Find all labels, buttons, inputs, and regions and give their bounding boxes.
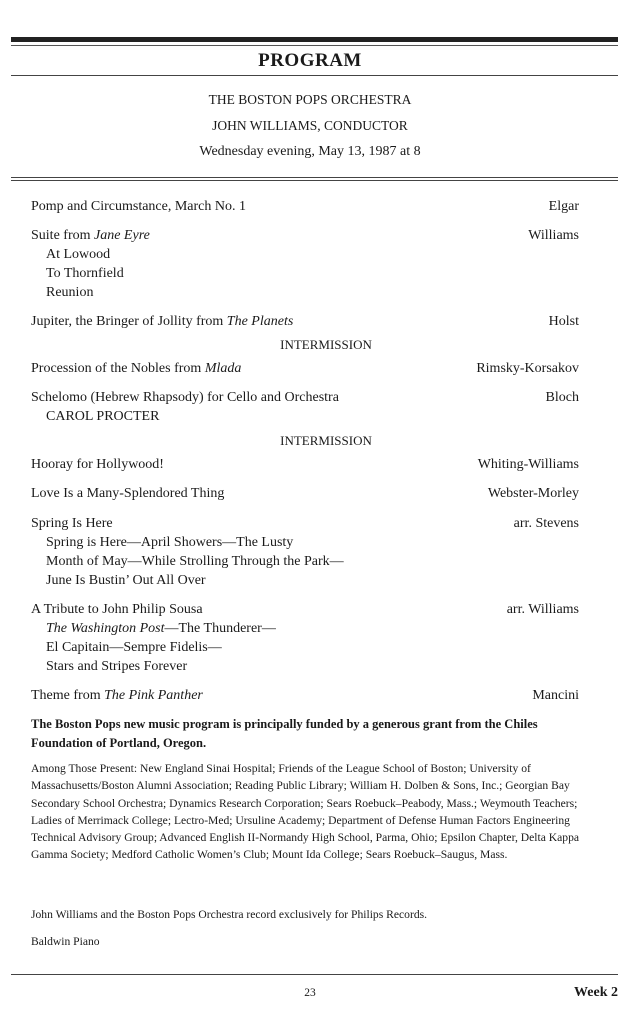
page-number: 23 xyxy=(304,987,316,999)
program-item xyxy=(31,312,579,331)
program-item xyxy=(31,388,579,426)
footer-rule xyxy=(11,974,618,975)
title-italic: Jane Eyre xyxy=(94,228,150,243)
intermission-label: INTERMISSION xyxy=(280,433,372,448)
title-italic: The Pink Panther xyxy=(104,688,203,703)
intermission-label: INTERMISSION xyxy=(280,337,372,352)
piece-title: Hooray for Hollywood! xyxy=(31,457,164,472)
title-rule xyxy=(11,75,618,76)
composer: Elgar xyxy=(548,199,579,214)
piece-title: Pomp and Circumstance, March No. 1 xyxy=(31,199,247,214)
composer: Whiting-Williams xyxy=(477,457,579,472)
top-thin-rule xyxy=(11,45,618,46)
piece-title xyxy=(31,226,579,245)
program-item xyxy=(31,484,579,503)
composer: arr. Williams xyxy=(506,602,579,617)
piece-title: A Tribute to John Philip Sousa xyxy=(31,602,203,617)
title-italic: The Planets xyxy=(226,314,294,329)
title-italic: Mlada xyxy=(204,361,242,376)
piece-title: Spring Is Here xyxy=(31,516,113,531)
composer: Holst xyxy=(548,314,579,329)
soloist: CAROL PROCTER xyxy=(46,409,160,424)
movement: June Is Bustin’ Out All Over xyxy=(46,573,206,588)
piano-credit: Baldwin Piano xyxy=(31,935,100,948)
piece-title: Love Is a Many-Splendored Thing xyxy=(31,486,225,501)
movement: Reunion xyxy=(46,285,94,300)
recording-notice: John Williams and the Boston Pops Orchestra record exclusively for Philips Records. xyxy=(31,908,428,921)
movement: To Thornfield xyxy=(46,266,124,281)
piece-title: Schelomo (Hebrew Rhapsody) for Cello and Orchestra xyxy=(31,390,339,405)
program-item xyxy=(31,686,579,705)
program-item xyxy=(31,600,579,676)
week-label: Week 2 xyxy=(574,985,618,1000)
composer: Bloch xyxy=(545,390,579,405)
movement: Stars and Stripes Forever xyxy=(46,659,188,674)
conductor-name: JOHN WILLIAMS, CONDUCTOR xyxy=(212,118,408,133)
title-text: Theme from xyxy=(31,688,105,703)
grant-notice: The Boston Pops new music program is principally funded by a generous grant from the Chiles Foundation of Portland, Oregon. xyxy=(31,717,538,750)
program-item xyxy=(31,359,579,378)
title-text: Jupiter, the Bringer of Jollity from xyxy=(31,314,227,329)
composer: Rimsky-Korsakov xyxy=(476,361,579,376)
piece-title xyxy=(31,686,579,705)
composer: Mancini xyxy=(532,688,579,703)
movement: Month of May—While Strolling Through the Park— xyxy=(46,554,344,569)
movement: Spring is Here—April Showers—The Lusty xyxy=(46,535,294,550)
composer: Williams xyxy=(528,228,579,243)
program-item xyxy=(31,197,579,216)
piece-title xyxy=(31,312,579,331)
program-item xyxy=(31,514,579,590)
among-those-present: Among Those Present: New England Sinai Hospital; Friends of the League School of Boston; University of Massachusetts/Boston Alumni Association; Reading Public Library; William H. Dolben & Sons, Inc.; Georgian Bay Secondary School Orchestra; Dynamics Research Corporation; Sears Roebuck–Peabody, Mass.; Weymouth Teachers; Ladies of Merrimack College; Lectro-Med; Ursuline Academy; Department of Defense Human Factors Engineering Technical Advisory Group; Advanced English II-Normandy High School, Parma, Ohio; Epsilon Chapter, Delta Kappa Gamma Society; Medford Catholic Women’s Club; Mount Ida College; Sears Roebuck–Saugus, Mass. xyxy=(31,762,580,862)
movement xyxy=(31,619,579,638)
concert-date: Wednesday evening, May 13, 1987 at 8 xyxy=(199,144,421,159)
title-text: Procession of the Nobles from xyxy=(31,361,205,376)
movement-text: —The Thunderer— xyxy=(164,621,276,636)
composer: arr. Stevens xyxy=(513,516,579,531)
composer: Webster-Morley xyxy=(487,486,579,501)
title-text: Suite from xyxy=(31,228,94,243)
top-thick-rule xyxy=(11,37,618,42)
movement: El Capitain—Sempre Fidelis— xyxy=(46,640,222,655)
header-double-rule-top xyxy=(11,177,618,178)
page-title: PROGRAM xyxy=(258,50,362,71)
program-item xyxy=(31,455,579,474)
orchestra-name: THE BOSTON POPS ORCHESTRA xyxy=(208,92,412,107)
movement: At Lowood xyxy=(46,247,111,262)
header-double-rule-bottom xyxy=(11,180,618,181)
movement-italic: The Washington Post xyxy=(46,621,165,636)
program-item xyxy=(31,226,579,302)
